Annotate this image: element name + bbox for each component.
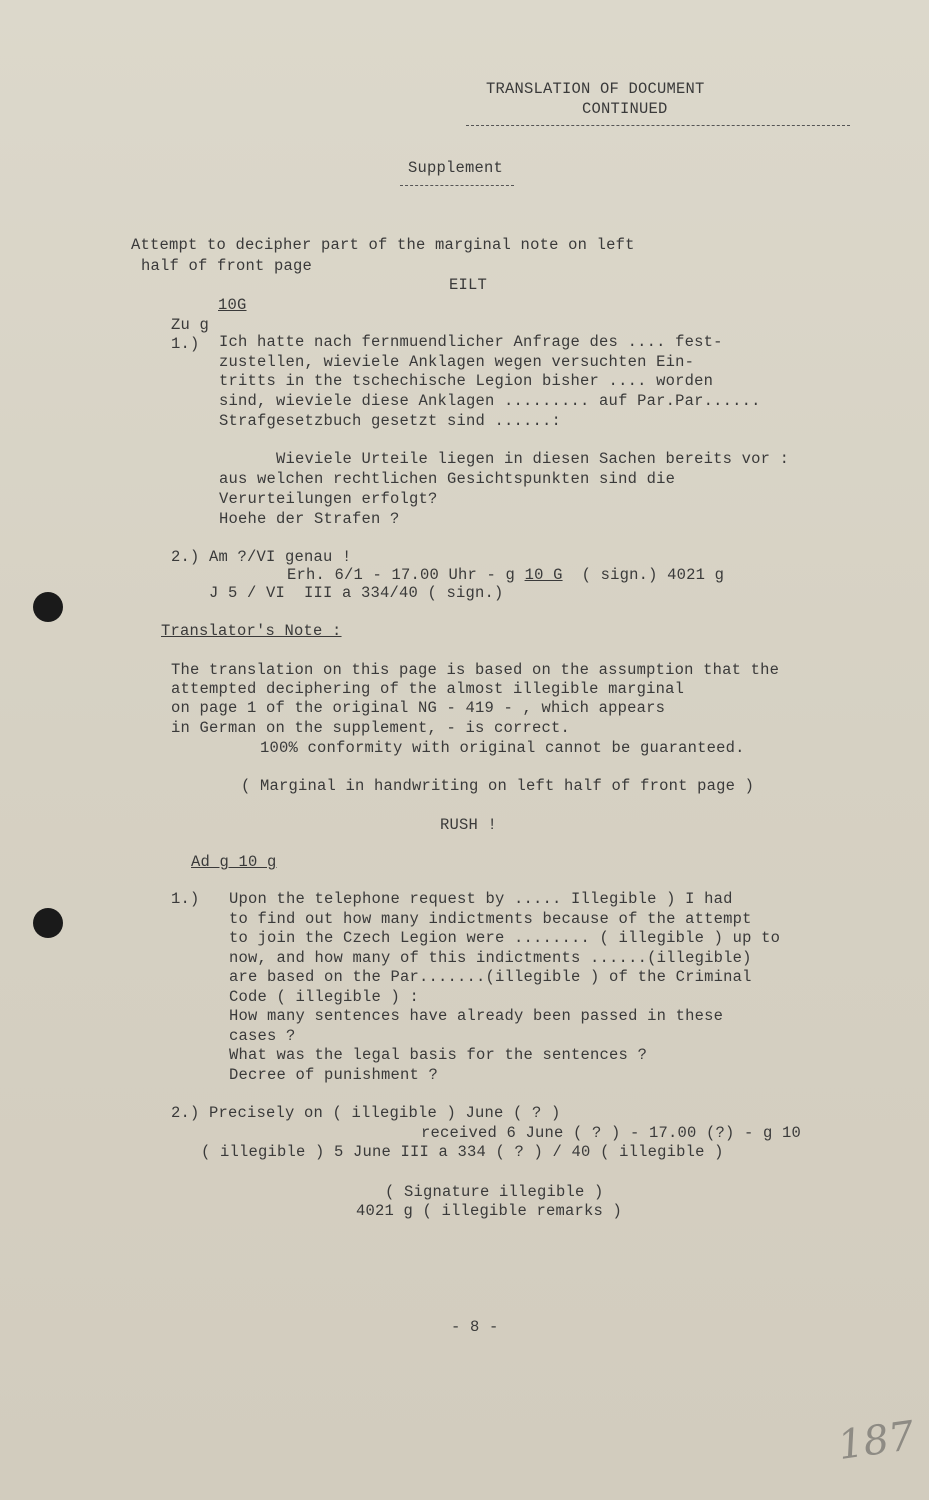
english-line: Upon the telephone request by ..... Illegible ) I had — [229, 890, 733, 908]
item-number: 1.) — [171, 335, 200, 353]
intro-line: Attempt to decipher part of the marginal note on left — [131, 236, 635, 254]
signature-line: ( Signature illegible ) — [385, 1183, 604, 1201]
supplement-title: Supplement — [408, 159, 504, 177]
german-line: zustellen, wieviele Anklagen wegen versuchten Ein- — [219, 353, 695, 371]
header-continued: CONTINUED — [582, 100, 668, 118]
english-line: received 6 June ( ? ) - 17.00 (?) - g 10 — [421, 1124, 802, 1142]
page-number: - 8 - — [451, 1318, 499, 1336]
english-line: are based on the Par.......(illegible ) of the Criminal — [229, 968, 752, 986]
english-line: Decree of punishment ? — [229, 1066, 439, 1084]
header-title: TRANSLATION OF DOCUMENT — [486, 80, 705, 98]
rush-label: RUSH ! — [440, 816, 498, 834]
english-line: to find out how many indictments because of the attempt — [229, 910, 752, 928]
german-line: Strafgesetzbuch gesetzt sind ......: — [219, 412, 562, 430]
note-line: in German on the supplement, - is correct. — [171, 719, 571, 737]
handwritten-number: 187 — [835, 1412, 918, 1470]
supplement-underline — [400, 185, 514, 186]
english-line: Code ( illegible ) : — [229, 988, 420, 1006]
item-number: 1.) — [171, 890, 200, 908]
intro-line: half of front page — [141, 257, 313, 275]
translators-note-heading: Translator's Note : — [161, 622, 342, 640]
ref-label: 10G — [218, 296, 247, 314]
note-line: on page 1 of the original NG - 419 - , which appears — [171, 699, 666, 717]
english-line: ( illegible ) 5 June III a 334 ( ? ) / 40 ( illegible ) — [201, 1143, 724, 1161]
marginal-note: ( Marginal in handwriting on left half of front page ) — [241, 777, 755, 795]
punch-hole — [33, 592, 63, 622]
german-line: Verurteilungen erfolgt? — [219, 490, 438, 508]
signature-remarks: 4021 g ( illegible remarks ) — [356, 1202, 623, 1220]
german-line: sind, wieviele diese Anklagen ......... auf Par.Par...... — [219, 392, 761, 410]
english-line: now, and how many of this indictments ......(illegible) — [229, 949, 752, 967]
zu-label: Zu g — [171, 316, 210, 334]
german-line: Erh. 6/1 - 17.00 Uhr - g 10 G ( sign.) 4021 g — [287, 566, 725, 584]
german-line: aus welchen rechtlichen Gesichtspunkten sind die — [219, 470, 676, 488]
note-line: attempted deciphering of the almost illegible marginal — [171, 680, 685, 698]
german-line: Ich hatte nach fernmuendlicher Anfrage des .... fest- — [219, 333, 723, 351]
german-line: 2.) Am ?/VI genau ! — [171, 548, 352, 566]
punch-hole — [33, 908, 63, 938]
german-line: Wieviele Urteile liegen in diesen Sachen bereits vor : — [276, 450, 790, 468]
german-ref: 10 G — [524, 566, 563, 584]
eilt-label: EILT — [449, 276, 488, 294]
german-line: tritts in the tschechische Legion bisher .... worden — [219, 372, 714, 390]
note-line: 100% conformity with original cannot be guaranteed. — [260, 739, 745, 757]
english-line: How many sentences have already been passed in these — [229, 1007, 724, 1025]
english-line: to join the Czech Legion were ........ ( illegible ) up to — [229, 929, 781, 947]
english-line: cases ? — [229, 1027, 296, 1045]
german-line: J 5 / VI III a 334/40 ( sign.) — [209, 584, 504, 602]
note-line: The translation on this page is based on the assumption that the — [171, 661, 780, 679]
header-divider — [466, 125, 850, 126]
german-line: Hoehe der Strafen ? — [219, 510, 400, 528]
english-line: What was the legal basis for the sentences ? — [229, 1046, 648, 1064]
ad-label: Ad g 10 g — [191, 853, 277, 871]
english-line: 2.) Precisely on ( illegible ) June ( ? ) — [171, 1104, 561, 1122]
